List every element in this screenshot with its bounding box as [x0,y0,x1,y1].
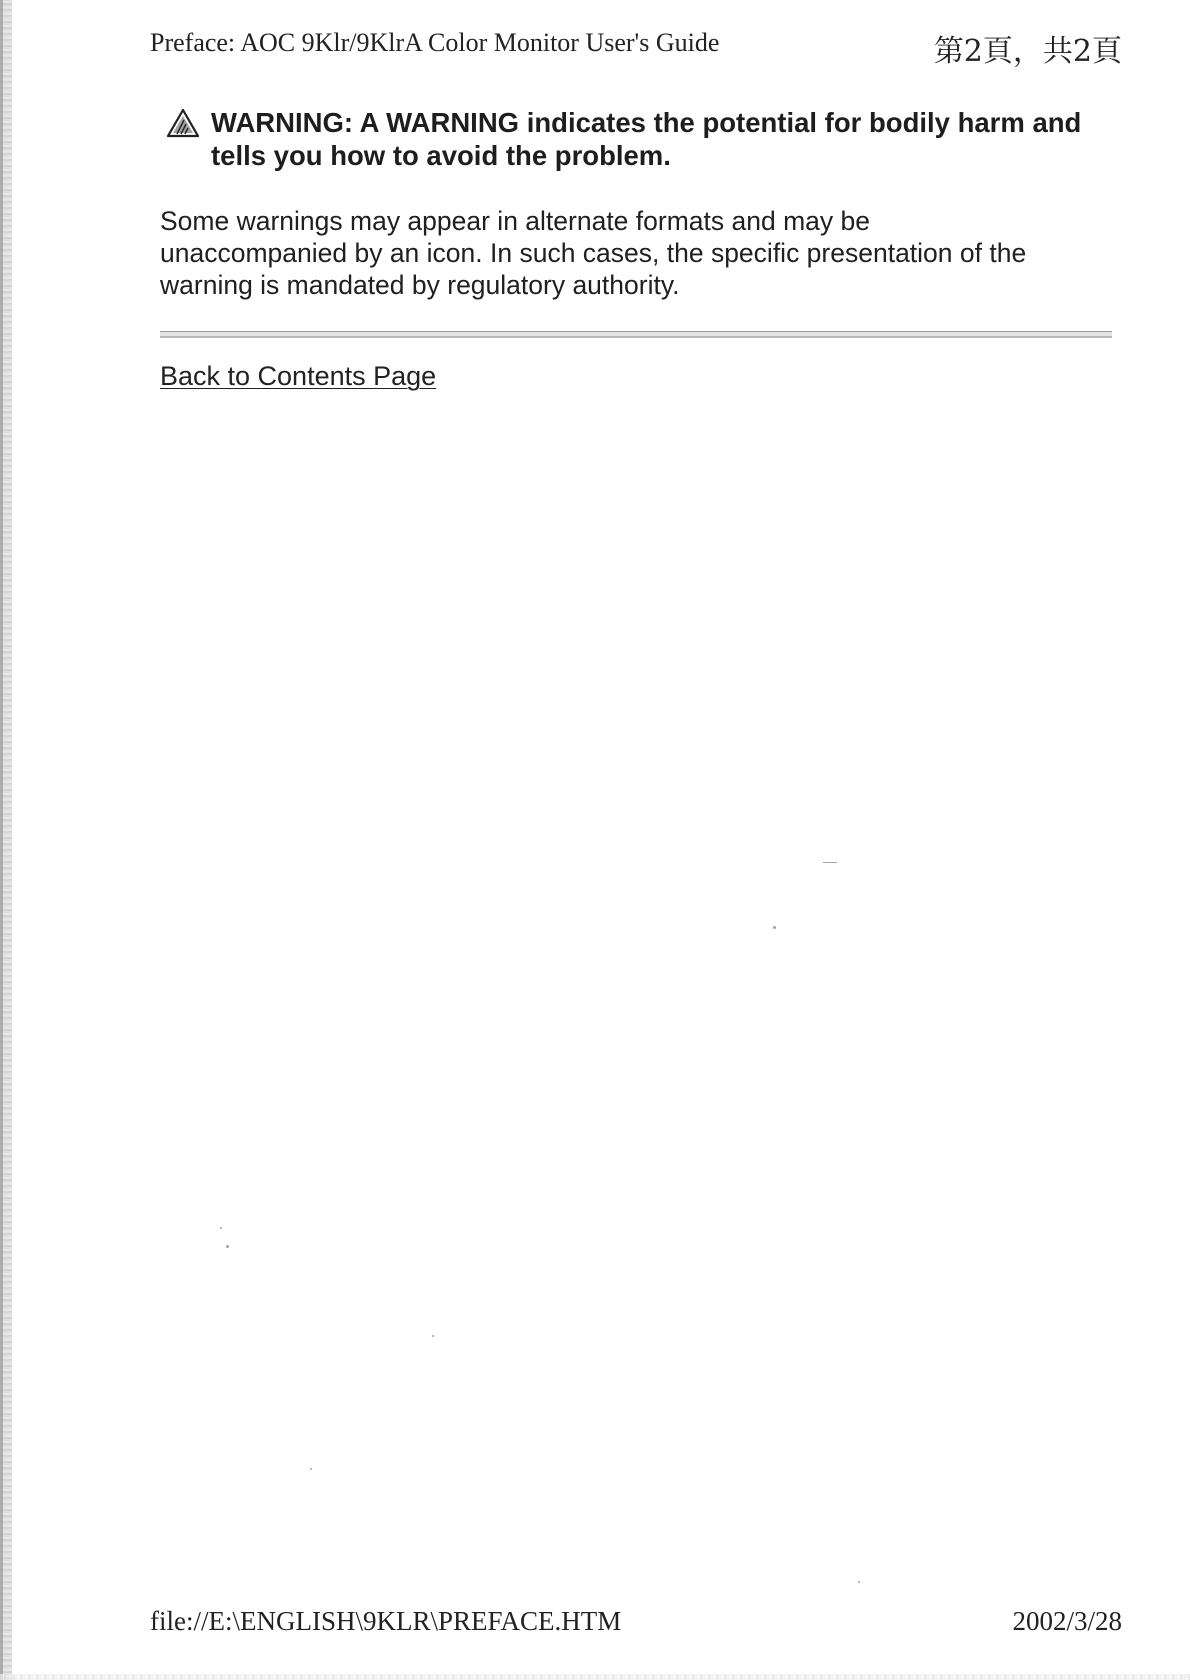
body-text-line-1: Some warnings may appear in alternate formats and may be [160,206,870,236]
scan-speck [432,1335,434,1337]
footer-file-path: file://E:\ENGLISH\9KLR\PREFACE.HTM [150,1606,622,1636]
scan-speck [773,926,776,929]
warning-text-line-2: tells you how to avoid the problem. [211,140,671,171]
warning-triangle-icon [166,108,200,138]
warning-explanation [160,205,1120,301]
page-number-indicator: 第2頁，共2頁 [933,34,1122,69]
warning-text-line-1: WARNING: A WARNING indicates the potential for bodily harm and [211,107,1082,138]
footer-print-date: 2002/3/28 [1012,1606,1122,1636]
scan-left-shadow [0,0,3,1680]
body-text-line-2: unaccompanied by an icon. In such cases, the specific presentation of the [160,238,1027,268]
horizontal-divider [160,331,1112,338]
scan-speck [226,1245,229,1248]
scan-speck [310,1468,312,1470]
back-to-contents-link[interactable]: Back to Contents Page [160,361,437,391]
warning-notice [166,106,1116,172]
page-header-title: Preface: AOC 9Klr/9KlrA Color Monitor User's Guide [150,28,720,57]
scan-speck [858,1581,860,1583]
body-text-line-3: warning is mandated by regulatory authority. [160,270,680,300]
scan-bottom-edge [0,1674,1190,1680]
warning-line-1 [166,106,1116,139]
scan-speck [220,1227,222,1229]
scan-speck [823,862,837,863]
